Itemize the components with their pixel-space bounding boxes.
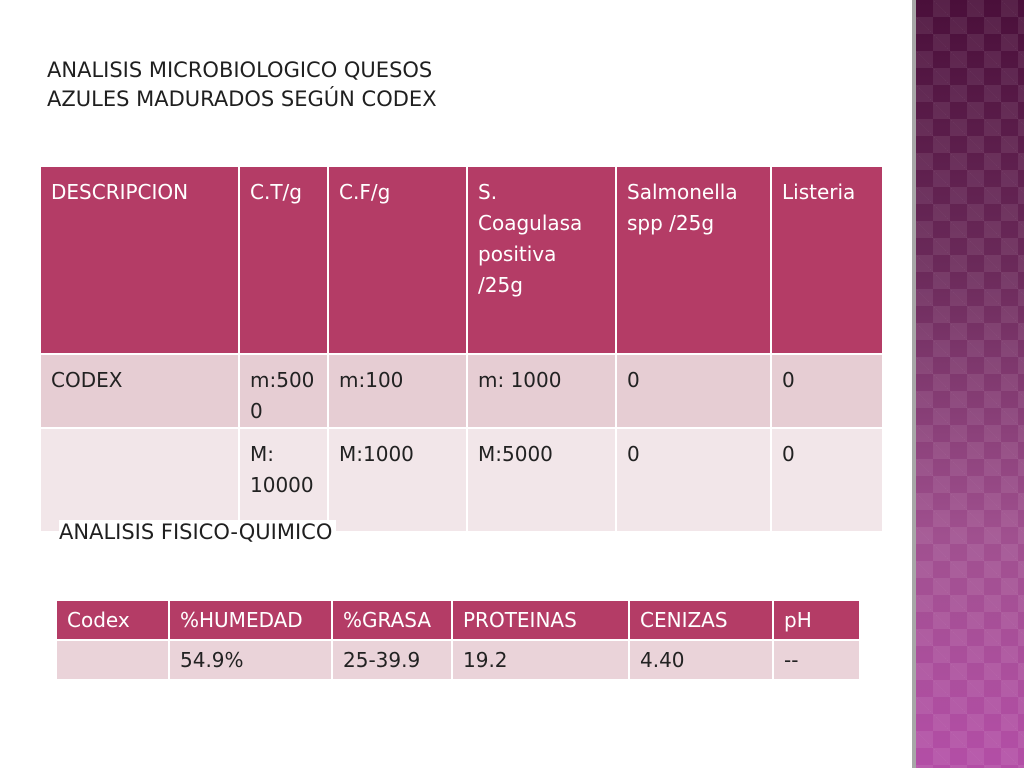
header-descripcion: DESCRIPCION — [41, 167, 238, 353]
cell-s-coagulasa: M:5000 — [468, 429, 615, 531]
header-ct: C.T/g — [240, 167, 327, 353]
cell-codex — [57, 641, 168, 679]
header-codex: Codex — [57, 601, 168, 639]
table-row — [57, 641, 859, 679]
diamond-pattern — [916, 0, 1024, 768]
table-row — [41, 355, 882, 427]
header-humedad: %HUMEDAD — [170, 601, 331, 639]
cell-ct: M: 10000 — [240, 429, 327, 531]
header-salmonella: Salmonella spp /25g — [617, 167, 770, 353]
cell-descripcion — [41, 429, 238, 531]
header-proteinas: PROTEINAS — [453, 601, 628, 639]
header-grasa: %GRASA — [333, 601, 451, 639]
cell-ct: m:5000 — [240, 355, 327, 427]
header-s-coagulasa: S. Coagulasa positiva /25g — [468, 167, 615, 353]
cell-ph: -- — [774, 641, 859, 679]
cell-cenizas: 4.40 — [630, 641, 772, 679]
cell-salmonella: 0 — [617, 355, 770, 427]
cell-salmonella: 0 — [617, 429, 770, 531]
cell-listeria: 0 — [772, 429, 882, 531]
cell-descripcion: CODEX — [41, 355, 238, 427]
header-ph: pH — [774, 601, 859, 639]
cell-cf: M:1000 — [329, 429, 466, 531]
decorative-side-band — [912, 0, 1024, 768]
cell-humedad: 54.9% — [170, 641, 331, 679]
physicochemical-table — [55, 599, 861, 681]
title-line-2: AZULES MADURADOS SEGÚN CODEX — [47, 87, 437, 111]
cell-s-coagulasa: m: 1000 — [468, 355, 615, 427]
header-cenizas: CENIZAS — [630, 601, 772, 639]
slide-title — [47, 56, 487, 114]
section-subtitle: ANALISIS FISICO-QUIMICO — [59, 520, 336, 544]
title-line-1: ANALISIS MICROBIOLOGICO QUESOS — [47, 58, 433, 82]
table-row — [41, 429, 882, 531]
cell-grasa: 25-39.9 — [333, 641, 451, 679]
cell-proteinas: 19.2 — [453, 641, 628, 679]
header-listeria: Listeria — [772, 167, 882, 353]
header-cf: C.F/g — [329, 167, 466, 353]
cell-listeria: 0 — [772, 355, 882, 427]
table-header-row — [41, 167, 882, 353]
microbiological-table — [39, 165, 884, 533]
table-header-row — [57, 601, 859, 639]
cell-cf: m:100 — [329, 355, 466, 427]
